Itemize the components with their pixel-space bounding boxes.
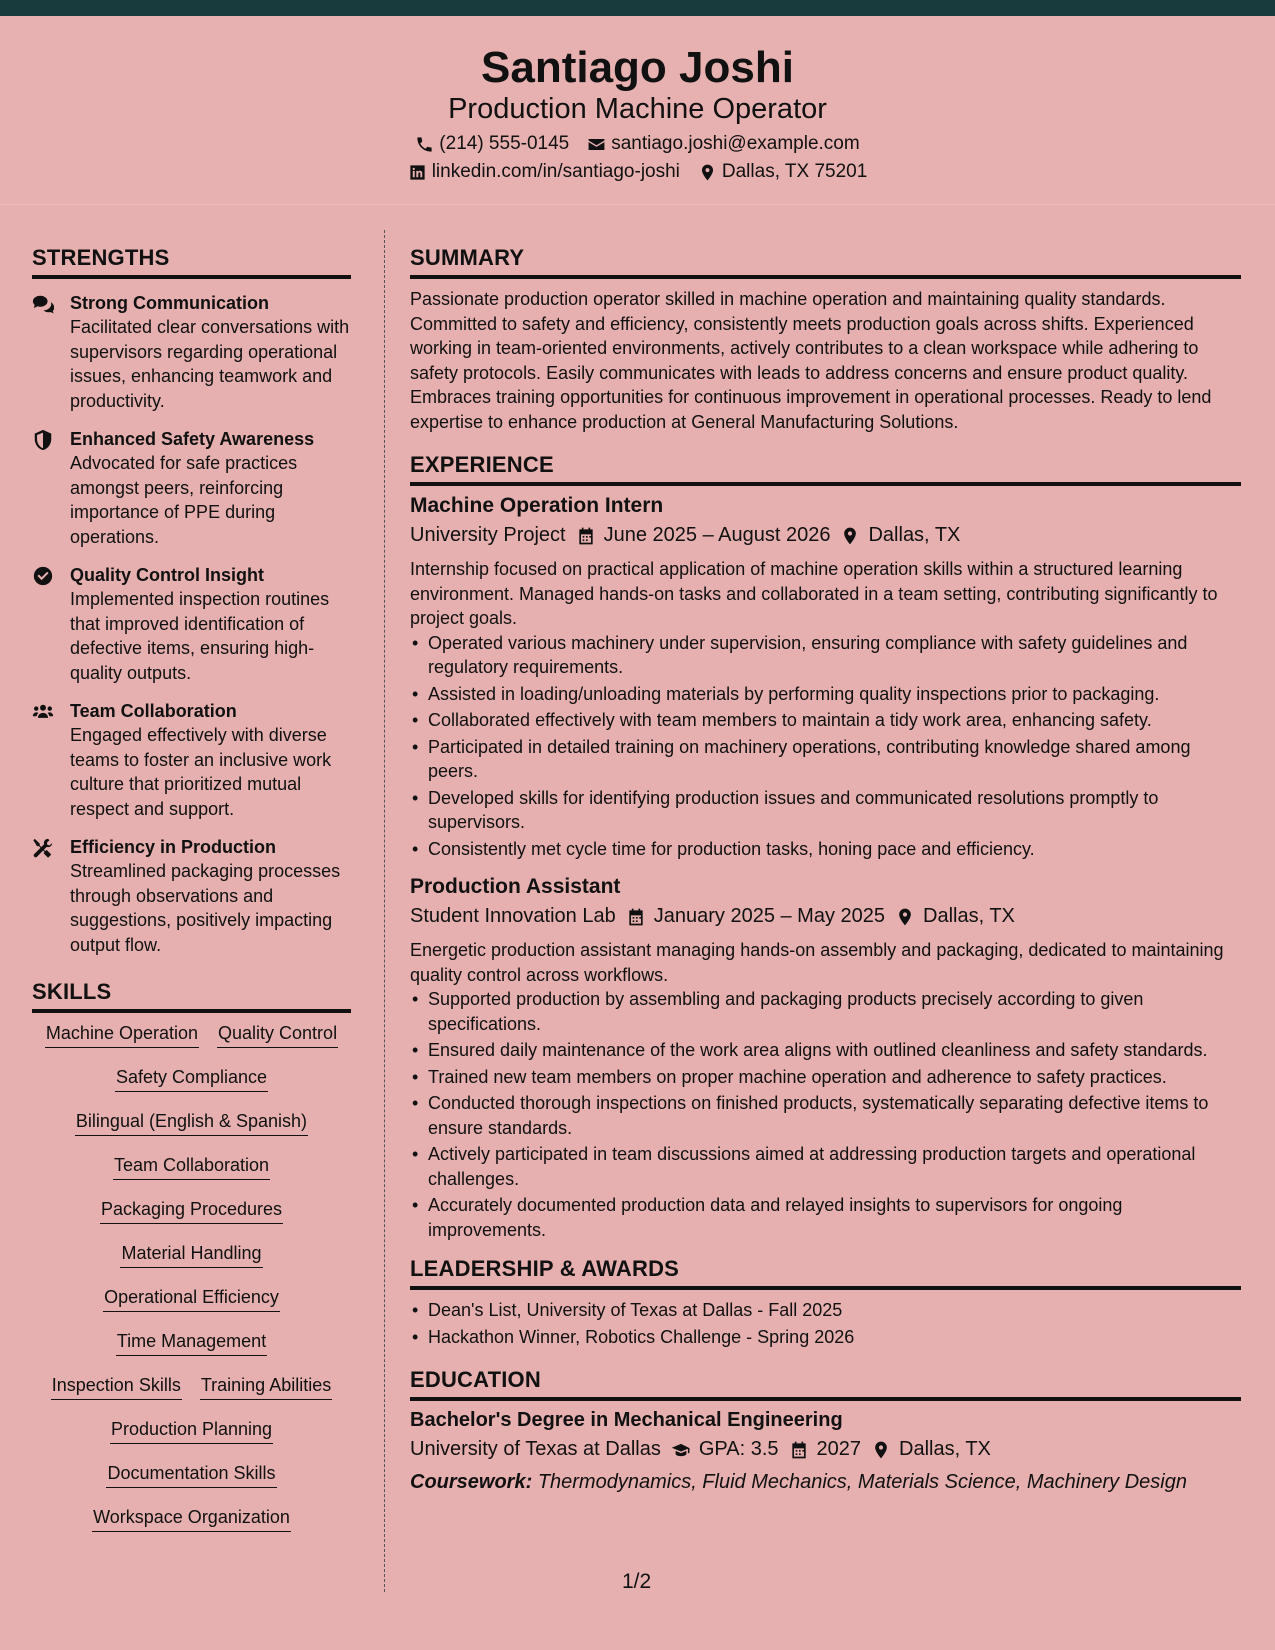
location-contact bbox=[698, 161, 867, 183]
job-location: Dallas, TX bbox=[923, 905, 1015, 927]
skill-tag: Training Abilities bbox=[200, 1375, 332, 1400]
linkedin-contact[interactable] bbox=[408, 161, 680, 183]
leadership-heading: LEADERSHIP & AWARDS bbox=[410, 1256, 1241, 1290]
column-divider bbox=[384, 230, 385, 1592]
job-meta bbox=[410, 905, 1241, 928]
list-item: • Ensured daily maintenance of the work area aligns with outlined cleanliness and safety standards. bbox=[410, 1038, 1241, 1063]
leadership-list bbox=[410, 1298, 1241, 1349]
candidate-name: Santiago Joshi bbox=[481, 43, 794, 92]
list-item: • Accurately documented production data and relayed insights to supervisors for ongoing improvements. bbox=[410, 1193, 1241, 1242]
calendar-icon bbox=[789, 1440, 809, 1460]
list-item: • Collaborated effectively with team members to maintain a tidy work area, enhancing safety. bbox=[410, 708, 1241, 733]
list-item: • Hackathon Winner, Robotics Challenge - Spring 2026 bbox=[410, 1325, 1241, 1350]
left-column bbox=[32, 245, 351, 1551]
tools-icon bbox=[32, 837, 54, 859]
skill-tag: Machine Operation bbox=[45, 1023, 199, 1048]
skill-tag: Bilingual (English & Spanish) bbox=[75, 1111, 308, 1136]
check-circle-icon bbox=[32, 565, 54, 587]
top-accent-bar bbox=[0, 0, 1275, 16]
gpa-text: GPA: 3.5 bbox=[698, 1438, 779, 1460]
summary-text: Passionate production operator skilled in machine operation and maintaining quality standards. Committed to safety and efficiency, consistently meets production goals across shifts. Experienced working in team-oriented environments, actively contributes to a clean workspace while adhering to safety protocols. Easily communicates with leads to address concerns and ensure product quality. Embraces training opportunities for continuous improvement in operational processes. Ready to lend expertise to enhance production at General Manufacturing Solutions. bbox=[410, 289, 1212, 432]
strength-desc: Advocated for safe practices amongst peers, reinforcing importance of PPE during operations. bbox=[70, 453, 298, 547]
shield-icon bbox=[32, 429, 54, 451]
strength-title: Enhanced Safety Awareness bbox=[70, 429, 315, 449]
graduation-cap-icon bbox=[671, 1440, 691, 1460]
list-item: • Dean's List, University of Texas at Dallas - Fall 2025 bbox=[410, 1298, 1241, 1323]
list-item: • Developed skills for identifying production issues and communicated resolutions promptly to supervisors. bbox=[410, 786, 1241, 835]
strength-item bbox=[32, 427, 351, 549]
strength-desc: Facilitated clear conversations with supervisors regarding operational issues, enhancing teamwork and productivity. bbox=[70, 317, 350, 411]
page-number: 1/2 bbox=[622, 1570, 652, 1593]
strength-item bbox=[32, 835, 351, 957]
list-item: • Consistently met cycle time for production tasks, honing pace and efficiency. bbox=[410, 837, 1241, 862]
strength-item bbox=[32, 699, 351, 821]
job-title: Production Assistant bbox=[410, 875, 621, 898]
job-description: Internship focused on practical application of machine operation skills within a structured learning environment. Managed hands-on tasks and collaborated in a team setting, contributing significantly to project goals. bbox=[410, 559, 1218, 628]
job-org: Student Innovation Lab bbox=[410, 905, 616, 927]
skill-tag: Documentation Skills bbox=[106, 1463, 276, 1488]
summary-heading: SUMMARY bbox=[410, 245, 1241, 279]
job-entry bbox=[410, 494, 1241, 861]
job-title: Machine Operation Intern bbox=[410, 494, 664, 517]
job-dates: June 2025 – August 2026 bbox=[603, 524, 831, 546]
skill-tag: Material Handling bbox=[120, 1243, 262, 1268]
skill-tag: Time Management bbox=[116, 1331, 267, 1356]
list-item: • Conducted thorough inspections on finished products, systematically separating defective items to ensure standards. bbox=[410, 1091, 1241, 1140]
map-pin-icon bbox=[895, 907, 915, 927]
calendar-icon bbox=[576, 526, 596, 546]
list-item: • Actively participated in team discussions aimed at addressing production targets and operational challenges. bbox=[410, 1142, 1241, 1191]
education-heading: EDUCATION bbox=[410, 1367, 1241, 1401]
strength-title: Strong Communication bbox=[70, 293, 269, 313]
skill-tag: Quality Control bbox=[217, 1023, 338, 1048]
phone-icon bbox=[415, 135, 434, 154]
resume-header bbox=[0, 16, 1275, 205]
map-pin-icon bbox=[840, 526, 860, 546]
list-item: • Trained new team members on proper machine operation and adherence to safety practices. bbox=[410, 1065, 1241, 1090]
coursework-label: Coursework: bbox=[410, 1471, 533, 1493]
strength-desc: Engaged effectively with diverse teams to foster an inclusive work culture that prioritized mutual respect and support. bbox=[70, 725, 332, 819]
job-description: Energetic production assistant managing hands-on assembly and packaging, dedicated to maintaining quality control across workflows. bbox=[410, 940, 1224, 985]
school-name: University of Texas at Dallas bbox=[410, 1438, 661, 1460]
envelope-icon bbox=[587, 135, 606, 154]
skills-heading: SKILLS bbox=[32, 979, 351, 1013]
candidate-role: Production Machine Operator bbox=[448, 93, 827, 126]
strength-title: Efficiency in Production bbox=[70, 837, 277, 857]
job-bullets bbox=[410, 987, 1241, 1242]
users-icon bbox=[32, 701, 54, 723]
map-pin-icon bbox=[871, 1440, 891, 1460]
skill-tag: Inspection Skills bbox=[51, 1375, 182, 1400]
phone-contact[interactable] bbox=[415, 133, 569, 155]
list-item: • Assisted in loading/unloading materials by performing quality inspections prior to packaging. bbox=[410, 682, 1241, 707]
skill-tag: Workspace Organization bbox=[92, 1507, 291, 1532]
skill-tag: Packaging Procedures bbox=[100, 1199, 283, 1224]
strength-item bbox=[32, 563, 351, 685]
graduation-year: 2027 bbox=[816, 1438, 862, 1460]
contact-line-2 bbox=[0, 161, 1275, 183]
job-location: Dallas, TX bbox=[868, 524, 961, 546]
coursework bbox=[410, 1471, 1241, 1494]
list-item: • Participated in detailed training on machinery operations, contributing knowledge shared among peers. bbox=[410, 735, 1241, 784]
strengths-heading: STRENGTHS bbox=[32, 245, 351, 279]
map-pin-icon bbox=[698, 163, 717, 182]
job-entry bbox=[410, 875, 1241, 1242]
job-meta bbox=[410, 524, 1241, 547]
strength-desc: Implemented inspection routines that improved identification of defective items, ensuring high-quality outputs. bbox=[70, 589, 330, 683]
strength-desc: Streamlined packaging processes through observations and suggestions, positively impacting output flow. bbox=[70, 861, 341, 955]
email-contact[interactable] bbox=[587, 133, 859, 155]
comments-icon bbox=[32, 293, 54, 315]
coursework-list: Thermodynamics, Fluid Mechanics, Materials Science, Machinery Design bbox=[537, 1471, 1187, 1493]
email-text: santiago.joshi@example.com bbox=[611, 133, 860, 155]
strength-item bbox=[32, 291, 351, 413]
strength-title: Quality Control Insight bbox=[70, 565, 264, 585]
skill-tag: Operational Efficiency bbox=[103, 1287, 280, 1312]
education-meta bbox=[410, 1438, 1241, 1461]
skill-tag: Production Planning bbox=[110, 1419, 273, 1444]
contact-line-1 bbox=[0, 133, 1275, 155]
location-text: Dallas, TX 75201 bbox=[721, 161, 868, 183]
job-bullets bbox=[410, 631, 1241, 862]
list-item: • Operated various machinery under supervision, ensuring compliance with safety guidelines and regulatory requirements. bbox=[410, 631, 1241, 680]
strength-title: Team Collaboration bbox=[70, 701, 237, 721]
job-org: University Project bbox=[410, 524, 566, 546]
skill-tag: Safety Compliance bbox=[115, 1067, 268, 1092]
school-location: Dallas, TX bbox=[899, 1438, 991, 1460]
job-dates: January 2025 – May 2025 bbox=[653, 905, 886, 927]
experience-heading: EXPERIENCE bbox=[410, 452, 1241, 486]
degree-title: Bachelor's Degree in Mechanical Engineering bbox=[410, 1409, 843, 1431]
list-item: • Supported production by assembling and packaging products precisely according to given specifications. bbox=[410, 987, 1241, 1036]
linkedin-icon bbox=[408, 163, 427, 182]
skills-list bbox=[32, 1023, 351, 1532]
phone-text: (214) 555-0145 bbox=[439, 133, 570, 155]
calendar-icon bbox=[626, 907, 646, 927]
skill-tag: Team Collaboration bbox=[113, 1155, 270, 1180]
right-column bbox=[410, 245, 1241, 1494]
linkedin-text: linkedin.com/in/santiago-joshi bbox=[431, 161, 680, 183]
